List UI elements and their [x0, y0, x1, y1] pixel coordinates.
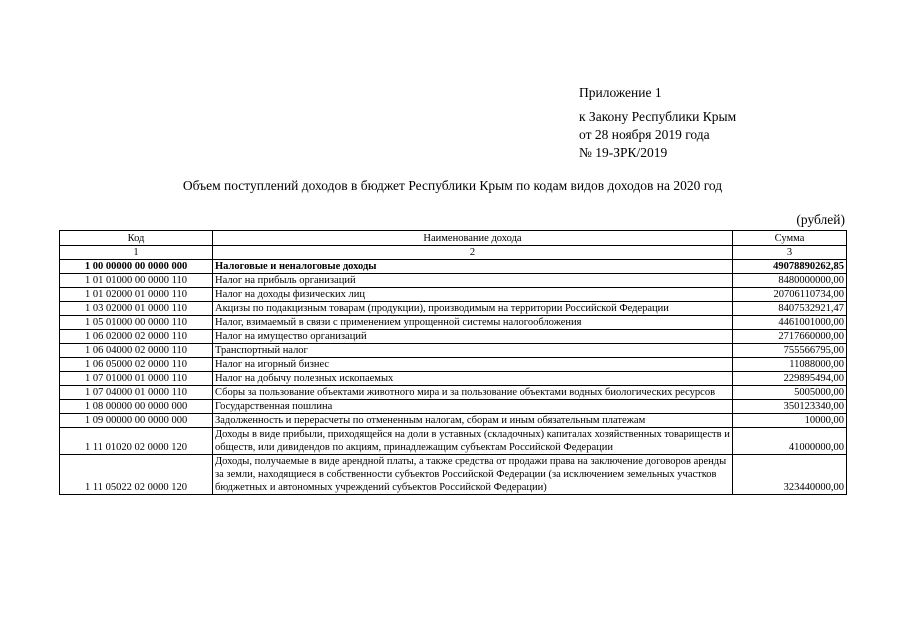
- column-number-2: 2: [213, 246, 733, 260]
- table-row: [60, 386, 847, 400]
- row-name: Налог на имущество организаций: [213, 330, 733, 344]
- table-header-row: [60, 231, 847, 246]
- row-code: 1 09 00000 00 0000 000: [60, 414, 213, 428]
- appendix-block: [579, 84, 736, 162]
- row-name: Акцизы по подакцизным товарам (продукции), производимым на территории Российской Федерации: [213, 302, 733, 316]
- row-sum: 8480000000,00: [733, 274, 847, 288]
- appendix-date: от 28 ноября 2019 года: [579, 127, 710, 142]
- header-sum: Сумма: [733, 231, 847, 246]
- row-sum: 8407532921,47: [733, 302, 847, 316]
- row-code: 1 05 01000 00 0000 110: [60, 316, 213, 330]
- currency-unit: (рублей): [796, 212, 845, 227]
- row-code: 1 00 00000 00 0000 000: [60, 260, 213, 274]
- table-row: [60, 288, 847, 302]
- row-code: 1 01 02000 01 0000 110: [60, 288, 213, 302]
- revenue-table: [59, 230, 847, 495]
- row-code: 1 07 04000 01 0000 110: [60, 386, 213, 400]
- row-name: Задолженность и перерасчеты по отмененным налогам, сборам и иным обязательным платежам: [213, 414, 733, 428]
- table-row: [60, 372, 847, 386]
- appendix-law-number: № 19-ЗРК/2019: [579, 145, 668, 160]
- table-row: [60, 400, 847, 414]
- row-name: Налог на прибыль организаций: [213, 274, 733, 288]
- row-code: 1 11 05022 02 0000 120: [60, 455, 213, 495]
- row-name: Транспортный налог: [213, 344, 733, 358]
- row-code: 1 07 01000 01 0000 110: [60, 372, 213, 386]
- row-sum: 20706110734,00: [733, 288, 847, 302]
- column-number-row: [60, 246, 847, 260]
- row-sum: 5005000,00: [733, 386, 847, 400]
- document-title: Объем поступлений доходов в бюджет Республики Крым по кодам видов доходов на 2020 год: [182, 178, 723, 193]
- row-sum: 4461001000,00: [733, 316, 847, 330]
- table-row: [60, 358, 847, 372]
- row-code: 1 06 02000 02 0000 110: [60, 330, 213, 344]
- table-row: [60, 428, 847, 455]
- row-name: Государственная пошлина: [213, 400, 733, 414]
- table-row: [60, 316, 847, 330]
- row-name: Налог на доходы физических лиц: [213, 288, 733, 302]
- row-name: Налог на игорный бизнес: [213, 358, 733, 372]
- row-code: 1 06 05000 02 0000 110: [60, 358, 213, 372]
- table-row: [60, 344, 847, 358]
- table-row: [60, 302, 847, 316]
- column-number-1: 1: [60, 246, 213, 260]
- row-code: 1 06 04000 02 0000 110: [60, 344, 213, 358]
- header-code: Код: [60, 231, 213, 246]
- row-name: Налог на добычу полезных ископаемых: [213, 372, 733, 386]
- appendix-number: Приложение 1: [579, 85, 662, 100]
- row-code: 1 08 00000 00 0000 000: [60, 400, 213, 414]
- row-code: 1 01 01000 00 0000 110: [60, 274, 213, 288]
- row-sum: 49078890262,85: [733, 260, 847, 274]
- header-name: Наименование дохода: [213, 231, 733, 246]
- row-name: Налоговые и неналоговые доходы: [213, 260, 733, 274]
- row-sum: 11088000,00: [733, 358, 847, 372]
- row-sum: 755566795,00: [733, 344, 847, 358]
- table-row: [60, 260, 847, 274]
- row-sum: 2717660000,00: [733, 330, 847, 344]
- row-code: 1 11 01020 02 0000 120: [60, 428, 213, 455]
- row-sum: 10000,00: [733, 414, 847, 428]
- table-row: [60, 414, 847, 428]
- row-sum: 323440000,00: [733, 455, 847, 495]
- row-sum: 350123340,00: [733, 400, 847, 414]
- row-code: 1 03 02000 01 0000 110: [60, 302, 213, 316]
- table-row: [60, 455, 847, 495]
- table-row: [60, 330, 847, 344]
- row-name: Доходы в виде прибыли, приходящейся на доли в уставных (складочных) капиталах хозяйственных товариществ и обществ, или дивидендов по акциям, принадлежащим субъектам Российской Федерации: [213, 428, 733, 455]
- row-name: Доходы, получаемые в виде арендной платы, а также средства от продажи права на заключение договоров аренды за земли, находящиеся в собственности субъектов Российской Федерации (за исключением земельных участков бюджетных и автономных учреждений субъектов Российской Федерации): [213, 455, 733, 495]
- row-sum: 41000000,00: [733, 428, 847, 455]
- row-name: Сборы за пользование объектами животного мира и за пользование объектами водных биологических ресурсов: [213, 386, 733, 400]
- table-row: [60, 274, 847, 288]
- column-number-3: 3: [733, 246, 847, 260]
- appendix-law-ref: к Закону Республики Крым: [579, 109, 737, 124]
- row-sum: 229895494,00: [733, 372, 847, 386]
- row-name: Налог, взимаемый в связи с применением упрощенной системы налогообложения: [213, 316, 733, 330]
